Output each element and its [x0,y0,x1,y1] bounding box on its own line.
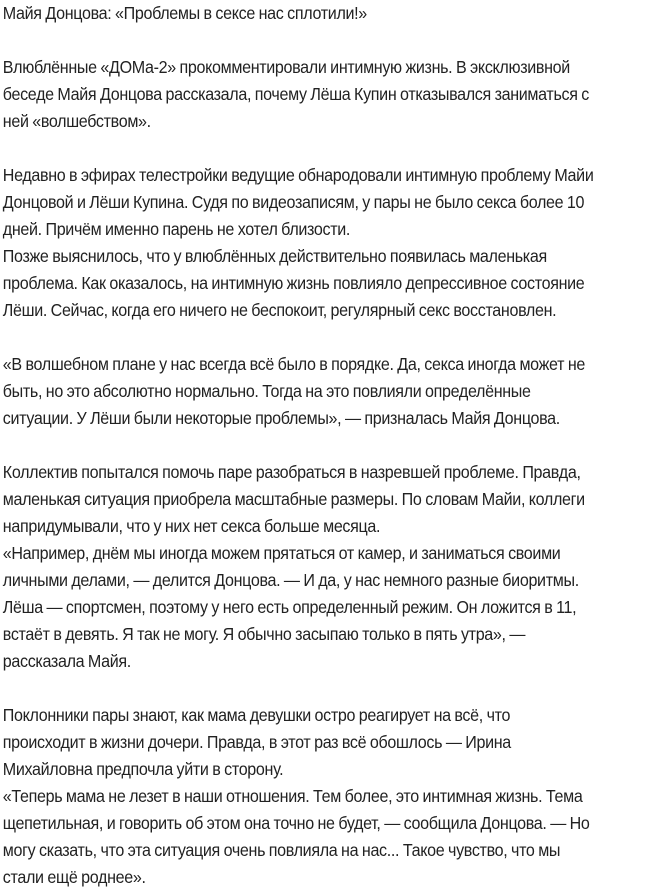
paragraph-line: Поклонники пары знают, как мама девушки остро реагирует на всё, что [2,705,511,725]
paragraph-line: Влюблённые «ДОМа-2» прокомментировали интимную жизнь. В эксклюзивной [2,57,570,77]
paragraph-line: маленькая ситуация приобрела масштабные размеры. По словам Майи, коллеги [2,489,585,509]
paragraph-line: рассказала Майя. [2,651,131,671]
paragraph-line: встаёт в девять. Я так не могу. Я обычно засыпаю только в пять утра», — [2,624,526,644]
paragraph-line: Донцовой и Лёши Купина. Судя по видеозаписям, у пары не было секса более 10 [2,192,585,212]
paragraph-line: дней. Причём именно парень не хотел близости. [2,219,351,239]
paragraph-line: напридумывали, что у них нет секса больше месяца. [2,516,381,536]
paragraph-quote-mother [3,783,669,891]
paragraph-line: Позже выяснилось, что у влюблённых действительно появилась маленькая [2,246,547,266]
paragraph-line: ситуации. У Лёши были некоторые проблемы», — призналась Майя Донцова. [2,408,560,428]
paragraph-recently [3,162,669,243]
paragraph-quote-magic [3,351,669,432]
paragraph-later [3,243,669,324]
paragraph-line: личными делами, — делится Донцова. — И да, у нас немного разные биоритмы. [2,570,579,590]
paragraph-line: могу сказать, что эта ситуация очень повлияла на нас... Такое чувство, что мы [2,840,561,860]
paragraph-line: беседе Майя Донцова рассказала, почему Лёша Купин отказывался заниматься с [2,84,589,104]
paragraph-quote-biorhythms [3,540,669,675]
article-title [3,0,669,27]
paragraph-line: Лёша — спортсмен, поэтому у него есть определенный режим. Он ложится в 11, [2,597,577,617]
paragraph-line: «Теперь мама не лезет в наши отношения. Тем более, это интимная жизнь. Тема [2,786,583,806]
paragraph-line: Коллектив попытался помочь паре разобраться в назревшей проблеме. Правда, [2,462,581,482]
paragraph-line: стали ещё роднее». [2,867,146,887]
paragraph-line: Михайловна предпочла уйти в сторону. [2,759,284,779]
paragraph-line: происходит в жизни дочери. Правда, в этот раз всё обошлось — Ирина [2,732,511,752]
paragraph-fans [3,702,669,783]
paragraph-line: щепетильная, и говорить об этом она точно не будет, — сообщила Донцова. — Но [2,813,590,833]
paragraph-line: проблема. Как оказалось, на интимную жизнь повлияло депрессивное состояние [2,273,585,293]
paragraph-intro [3,54,669,135]
paragraph-line: Лёши. Сейчас, когда его ничего не беспокоит, регулярный секс восстановлен. [2,300,557,320]
paragraph-line: быть, но это абсолютно нормально. Тогда на это повлияли определённые [2,381,531,401]
paragraph-collective [3,459,669,540]
paragraph-line: Недавно в эфирах телестройки ведущие обнародовали интимную проблему Майи [2,165,594,185]
paragraph-line: ней «волшебством». [2,111,151,131]
title-line: Майя Донцова: «Проблемы в сексе нас сплотили!» [2,3,367,23]
paragraph-line: «В волшебном плане у нас всегда всё было в порядке. Да, секса иногда может не [2,354,585,374]
paragraph-line: «Например, днём мы иногда можем прятаться от камер, и заниматься своими [2,543,561,563]
